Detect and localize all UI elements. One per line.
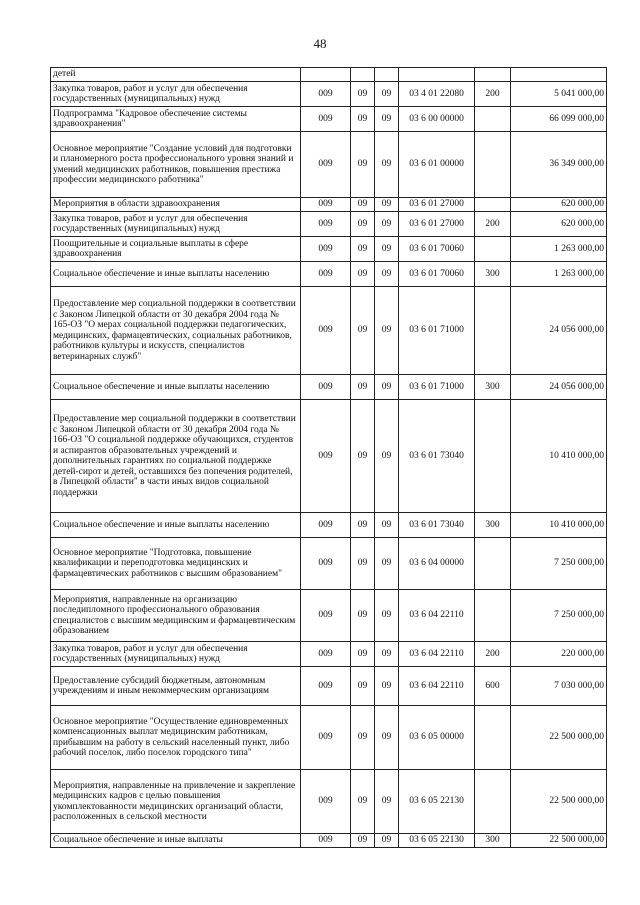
row-target: 03 6 05 22130 [399, 834, 475, 848]
row-amount: 1 263 000,00 [511, 262, 607, 287]
table-row [51, 375, 607, 400]
row-amount: 5 041 000,00 [511, 82, 607, 107]
row-target: 03 6 01 73040 [399, 400, 475, 513]
row-ministry: 009 [301, 667, 351, 706]
table-row [51, 107, 607, 132]
row-name: Мероприятия в области здравоохранения [51, 198, 301, 212]
row-name: Подпрограмма "Кадровое обеспечение системы здравоохранения" [51, 107, 301, 132]
row-section: 09 [351, 375, 375, 400]
row-ministry [301, 68, 351, 82]
table-row [51, 198, 607, 212]
row-name: Основное мероприятие "Подготовка, повышение квалификации и переподготовка медицинских и фармацевтических работников с высшим образованием" [51, 538, 301, 590]
row-ministry: 009 [301, 198, 351, 212]
row-subsection: 09 [375, 834, 399, 848]
row-amount: 1 263 000,00 [511, 237, 607, 262]
row-expense-type [475, 590, 511, 642]
row-ministry: 009 [301, 132, 351, 198]
table-row [51, 513, 607, 538]
table-row [51, 538, 607, 590]
row-ministry: 009 [301, 706, 351, 770]
row-target: 03 6 01 71000 [399, 287, 475, 375]
row-name: Мероприятия, направленные на организацию последипломного профессионального образования специалистов с высшим медицинским и фармацевтическим образованием [51, 590, 301, 642]
row-ministry: 009 [301, 107, 351, 132]
row-subsection: 09 [375, 212, 399, 237]
table-row [51, 82, 607, 107]
row-name: Предоставление мер социальной поддержки в соответствии с Законом Липецкой области от 30 декабря 2004 года № 165-ОЗ "О мерах социальной поддержки педагогических, медицинских, фармацевтических, социальных работников, работников культуры и искусств, специалистов ветеринарных служб" [51, 287, 301, 375]
row-section: 09 [351, 107, 375, 132]
row-expense-type: 200 [475, 212, 511, 237]
row-amount: 36 349 000,00 [511, 132, 607, 198]
row-target: 03 6 01 70060 [399, 262, 475, 287]
row-amount: 620 000,00 [511, 212, 607, 237]
row-ministry: 009 [301, 590, 351, 642]
row-name: Основное мероприятие "Осуществление единовременных компенсационных выплат медицинским работникам, прибывшим на работу в сельский населенный пункт, либо рабочий поселок, либо поселок городского типа" [51, 706, 301, 770]
row-expense-type: 300 [475, 262, 511, 287]
row-amount: 22 500 000,00 [511, 706, 607, 770]
row-ministry: 009 [301, 642, 351, 667]
page-number: 48 [313, 36, 327, 51]
row-ministry: 009 [301, 262, 351, 287]
row-amount: 7 030 000,00 [511, 667, 607, 706]
row-ministry: 009 [301, 834, 351, 848]
table-row [51, 262, 607, 287]
row-subsection: 09 [375, 770, 399, 834]
row-expense-type [475, 706, 511, 770]
row-expense-type [475, 538, 511, 590]
table-row [51, 642, 607, 667]
row-subsection: 09 [375, 262, 399, 287]
row-ministry: 009 [301, 375, 351, 400]
row-target: 03 6 01 27000 [399, 198, 475, 212]
row-subsection: 09 [375, 132, 399, 198]
row-amount: 7 250 000,00 [511, 590, 607, 642]
row-subsection: 09 [375, 198, 399, 212]
table-row [51, 287, 607, 375]
row-name: Закупка товаров, работ и услуг для обеспечения государственных (муниципальных) нужд [51, 82, 301, 107]
row-section: 09 [351, 590, 375, 642]
row-subsection: 09 [375, 642, 399, 667]
row-subsection: 09 [375, 375, 399, 400]
row-target: 03 4 01 22080 [399, 82, 475, 107]
row-section: 09 [351, 513, 375, 538]
table-row [51, 770, 607, 834]
row-section: 09 [351, 667, 375, 706]
budget-table [50, 67, 607, 848]
row-section: 09 [351, 706, 375, 770]
row-ministry: 009 [301, 287, 351, 375]
row-ministry: 009 [301, 770, 351, 834]
row-name: Социальное обеспечение и иные выплаты населению [51, 513, 301, 538]
row-name: Закупка товаров, работ и услуг для обеспечения государственных (муниципальных) нужд [51, 642, 301, 667]
row-target: 03 6 04 00000 [399, 538, 475, 590]
row-subsection: 09 [375, 706, 399, 770]
row-section [351, 68, 375, 82]
row-target: 03 6 01 71000 [399, 375, 475, 400]
row-subsection: 09 [375, 107, 399, 132]
table-row [51, 706, 607, 770]
row-section: 09 [351, 834, 375, 848]
row-name: Мероприятия, направленные на привлечение и закрепление медицинских кадров с целью повышения укомплектованности медицинских организаций области, расположенных в сельской местности [51, 770, 301, 834]
row-target: 03 6 00 00000 [399, 107, 475, 132]
row-amount: 10 410 000,00 [511, 513, 607, 538]
row-section: 09 [351, 262, 375, 287]
table-row [51, 834, 607, 848]
row-name: Поощрительные и социальные выплаты в сфере здравоохранения [51, 237, 301, 262]
row-subsection: 09 [375, 82, 399, 107]
row-expense-type [475, 287, 511, 375]
row-section: 09 [351, 198, 375, 212]
row-expense-type [475, 107, 511, 132]
row-name: детей [51, 68, 301, 82]
table-row [51, 212, 607, 237]
row-ministry: 009 [301, 513, 351, 538]
row-expense-type [475, 198, 511, 212]
table-row [51, 667, 607, 706]
row-subsection: 09 [375, 667, 399, 706]
row-section: 09 [351, 642, 375, 667]
row-name: Предоставление мер социальной поддержки в соответствии с Законом Липецкой области от 30 декабря 2004 года № 166-ОЗ "О социальной поддержке обучающихся, студентов и аспирантов образовательных учреждений и дополнительных гарантиях по социальной поддержке детей-сирот и детей, оставшихся без попечения родителей, в Липецкой области" в части иных видов социальной поддержки [51, 400, 301, 513]
row-section: 09 [351, 132, 375, 198]
row-subsection: 09 [375, 237, 399, 262]
row-expense-type [475, 68, 511, 82]
row-subsection: 09 [375, 590, 399, 642]
budget-table-body [51, 68, 607, 848]
table-row [51, 237, 607, 262]
table-row [51, 132, 607, 198]
row-section: 09 [351, 400, 375, 513]
row-target: 03 6 01 00000 [399, 132, 475, 198]
row-name: Социальное обеспечение и иные выплаты населению [51, 262, 301, 287]
row-amount: 24 056 000,00 [511, 287, 607, 375]
row-amount: 7 250 000,00 [511, 538, 607, 590]
row-amount [511, 68, 607, 82]
row-expense-type: 600 [475, 667, 511, 706]
row-subsection: 09 [375, 287, 399, 375]
row-expense-type: 300 [475, 834, 511, 848]
row-ministry: 009 [301, 538, 351, 590]
table-row [51, 590, 607, 642]
row-subsection: 09 [375, 400, 399, 513]
row-name: Основное мероприятие "Создание условий для подготовки и планомерного роста профессионального уровня знаний и умений медицинских работников, повышения престижа профессии медицинского работника" [51, 132, 301, 198]
row-name: Закупка товаров, работ и услуг для обеспечения государственных (муниципальных) нужд [51, 212, 301, 237]
row-target: 03 6 04 22110 [399, 667, 475, 706]
row-target: 03 6 05 22130 [399, 770, 475, 834]
row-amount: 10 410 000,00 [511, 400, 607, 513]
row-subsection: 09 [375, 538, 399, 590]
row-expense-type: 200 [475, 82, 511, 107]
row-ministry: 009 [301, 212, 351, 237]
row-amount: 66 099 000,00 [511, 107, 607, 132]
row-amount: 22 500 000,00 [511, 770, 607, 834]
row-target: 03 6 01 73040 [399, 513, 475, 538]
row-subsection [375, 68, 399, 82]
row-section: 09 [351, 770, 375, 834]
table-row [51, 400, 607, 513]
row-section: 09 [351, 212, 375, 237]
row-name: Социальное обеспечение и иные выплаты населению [51, 375, 301, 400]
row-target: 03 6 01 27000 [399, 212, 475, 237]
row-ministry: 009 [301, 237, 351, 262]
row-target: 03 6 01 70060 [399, 237, 475, 262]
row-subsection: 09 [375, 513, 399, 538]
row-expense-type: 200 [475, 642, 511, 667]
row-section: 09 [351, 287, 375, 375]
row-expense-type: 300 [475, 375, 511, 400]
row-section: 09 [351, 237, 375, 262]
row-target: 03 6 05 00000 [399, 706, 475, 770]
row-section: 09 [351, 82, 375, 107]
row-amount: 620 000,00 [511, 198, 607, 212]
row-amount: 22 500 000,00 [511, 834, 607, 848]
row-expense-type: 300 [475, 513, 511, 538]
row-expense-type [475, 400, 511, 513]
row-section: 09 [351, 538, 375, 590]
row-ministry: 009 [301, 82, 351, 107]
row-expense-type [475, 770, 511, 834]
table-row [51, 68, 607, 82]
row-amount: 24 056 000,00 [511, 375, 607, 400]
row-target [399, 68, 475, 82]
row-name: Социальное обеспечение и иные выплаты [51, 834, 301, 848]
row-target: 03 6 04 22110 [399, 590, 475, 642]
row-ministry: 009 [301, 400, 351, 513]
row-name: Предоставление субсидий бюджетным, автономным учреждениям и иным некоммерческим организациям [51, 667, 301, 706]
row-expense-type [475, 237, 511, 262]
row-expense-type [475, 132, 511, 198]
row-amount: 220 000,00 [511, 642, 607, 667]
row-target: 03 6 04 22110 [399, 642, 475, 667]
